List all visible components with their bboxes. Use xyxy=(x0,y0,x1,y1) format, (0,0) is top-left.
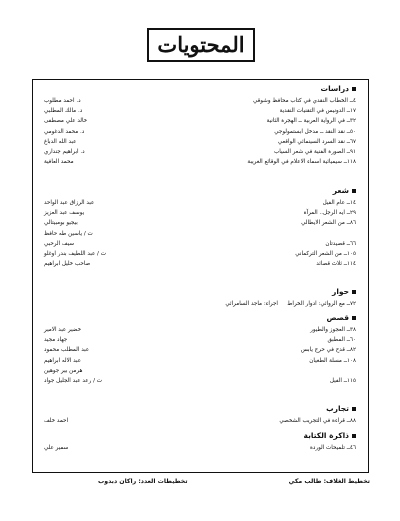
toc-entry-author: سمير علي xyxy=(44,445,69,451)
toc-entry-author: ت / ياسين طه حافظ xyxy=(44,230,93,237)
toc-entry-title: ١١٥ــ الفيل xyxy=(329,378,356,384)
toc-entry-author: د. ابراهيم جنداري xyxy=(44,149,85,155)
toc-row xyxy=(44,138,356,146)
toc-entry-title: ٤٦ــ تلميحات الوردة xyxy=(309,445,356,451)
toc-entry-author: عبد الله الدباغ xyxy=(44,138,77,145)
toc-entry-author: احمد خلف xyxy=(44,418,69,424)
toc-entry-title: ١٠٨ــ مسلة الطغيان xyxy=(309,357,356,364)
toc-entry-author: د. محمد الدغومي xyxy=(44,128,85,135)
toc-row xyxy=(44,346,356,354)
toc-row xyxy=(44,128,356,136)
toc-row xyxy=(44,97,356,105)
toc-row xyxy=(44,230,356,238)
toc-entry-title: ٦٦ــ قصيدتان xyxy=(325,240,356,247)
title-box xyxy=(147,28,255,62)
toc-entry-title: ٣٨ــ العجوز والطيور xyxy=(310,327,356,333)
toc-row xyxy=(44,300,356,308)
section-title: دراسات xyxy=(320,84,349,93)
toc-entry-title: ١١٤ــ ثلاث قصائد xyxy=(316,261,356,268)
toc-row xyxy=(44,107,356,115)
toc-entry-author: خضير عبد الامير xyxy=(44,327,82,333)
section-heading-thakira xyxy=(304,431,356,440)
toc-entry-author: عبد المطلب محمود xyxy=(44,347,90,354)
toc-entry-title: ٢٩ــ ايه الرجل.. المرآة xyxy=(303,210,356,217)
section-bullet-icon xyxy=(352,87,356,91)
section-bullet-icon xyxy=(352,407,356,411)
toc-entry-author: جهاد مجيد xyxy=(44,337,68,344)
section-title: شعر xyxy=(332,186,349,195)
toc-entry-title: ٣٢ــ في الرواية العربية ــ الهجرة الثانية xyxy=(266,118,356,125)
section-heading-qisas xyxy=(326,313,356,322)
toc-entry-author: خالد علي مصطفى xyxy=(44,118,88,125)
section-heading-shiir xyxy=(333,186,356,195)
toc-entry-author: صاحب خليل ابراهيم xyxy=(44,261,91,268)
toc-entry-title: ٦٧ــ نقد السرد السينمائي الواقعي xyxy=(277,138,356,145)
toc-entry-author: عبد الرزاق عبد الواحد xyxy=(44,200,95,206)
toc-entry-author: ت / عبد اللطيف بندر اوغلو xyxy=(44,251,106,257)
toc-entry-title: ٤ــ الخطاب النقدي في كتاب محافظ وشوقي xyxy=(252,98,356,104)
toc-row xyxy=(44,209,356,217)
page-title: المحتويات xyxy=(157,32,245,57)
toc-entry-title: ٨٨ــ قراءة في التجريب الشخصي xyxy=(279,418,356,424)
toc-row xyxy=(44,148,356,156)
section-heading-dirasat xyxy=(321,84,356,93)
toc-row xyxy=(44,240,356,248)
toc-row xyxy=(44,158,356,166)
section-title: حوار xyxy=(332,287,349,296)
section-bullet-icon xyxy=(352,316,356,320)
toc-entry-author: ت / رعد عبد الجليل جواد xyxy=(44,378,103,384)
toc-entry-title: ٨٢ــ قدح في حرج يابس xyxy=(300,347,356,354)
toc-row xyxy=(44,199,356,207)
toc-entry-title: ٨٦ــ من الشعر الايطالي xyxy=(301,220,356,227)
toc-row xyxy=(44,377,356,385)
toc-entry-title: ١١٨ــ سيميائية اسماء الاعلام في الوقائع الغريبة xyxy=(247,159,356,166)
toc-row xyxy=(44,326,356,334)
cover-design-credit: تخطيط الغلاف: طالب مكي xyxy=(288,478,370,485)
toc-entry-author: بيجيو بومبيتالي xyxy=(44,220,78,227)
section-bullet-icon xyxy=(352,290,356,294)
issue-design-credit: تخطيطات العدد: راكان دبدوب xyxy=(98,478,188,485)
section-heading-tajarub xyxy=(326,404,356,413)
section-title: ذاكرة الكتابة xyxy=(303,431,349,440)
toc-entry-title: ١٧ــ الدونيس في التقنيات النقدية xyxy=(279,108,356,115)
toc-row xyxy=(44,260,356,268)
toc-entry-title: ٩١ــ الصورة الفنية في شعر السياب xyxy=(274,149,356,155)
toc-row xyxy=(44,367,356,375)
toc-row xyxy=(44,117,356,125)
section-heading-hiwar xyxy=(332,287,356,296)
toc-entry-author: سيف الرحبي xyxy=(44,240,75,247)
toc-row xyxy=(44,219,356,227)
toc-row xyxy=(44,417,356,425)
toc-entry-author: د. مالك المطلبي xyxy=(44,108,83,115)
toc-entry-author: يوسف عبد العزيز xyxy=(44,210,85,217)
toc-row xyxy=(44,250,356,258)
toc-entry-title: ٦٠ــ المطبق xyxy=(327,337,356,344)
toc-row xyxy=(44,444,356,452)
toc-row xyxy=(44,357,356,365)
toc-entry-author: اجراء: ماجد السامرائي xyxy=(225,301,278,307)
toc-entry-title: ٧٢ــ مع الروائي: ادوار الخراط xyxy=(287,301,356,307)
toc-entry-title: ١٠٥ــ من الشعر التركماني xyxy=(295,251,356,257)
toc-entry-title: ٥٠ــ نقد النقد ــ مدخل ابستمولوجي xyxy=(274,128,356,135)
section-bullet-icon xyxy=(352,434,356,438)
toc-entry-author: عبد الاله ابراهيم xyxy=(44,357,82,364)
section-title: قصص xyxy=(326,313,349,322)
toc-entry-title: ١٤ــ عام الفيل xyxy=(322,200,356,206)
toc-row xyxy=(44,336,356,344)
toc-entry-author: هرمن بير جوهين xyxy=(44,367,83,374)
section-title: تجارب xyxy=(326,404,349,413)
section-bullet-icon xyxy=(352,189,356,193)
toc-entry-author: د. احمد مطلوب xyxy=(44,98,81,104)
toc-entry-author: محمد العافية xyxy=(44,159,74,166)
